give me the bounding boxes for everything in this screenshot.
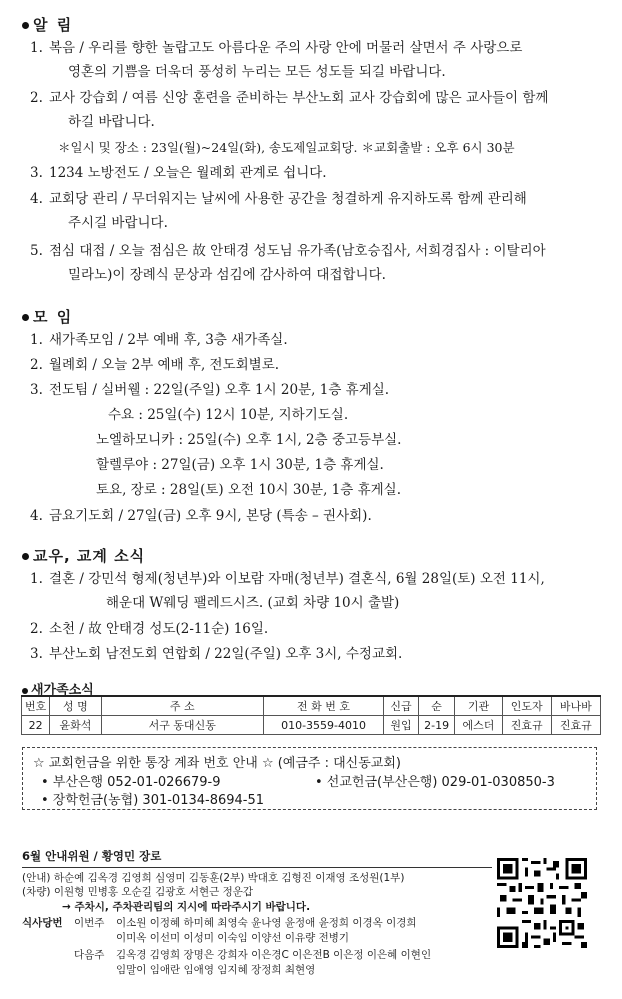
- divider: [22, 867, 492, 868]
- meal-next-week-names: 김옥경 김영희 장명은 강희자 이은경C 이은전B 이은정 이은혜 이현인: [116, 949, 432, 961]
- item-text: 점심 대접 / 오늘 점심은 故 안태경 성도님 유가족(남호승집사, 서희경집사 : 이탈리아: [49, 243, 546, 259]
- new-family-title: 새가족소식: [22, 679, 94, 698]
- bullet-icon: [22, 22, 29, 29]
- table-cell: 22: [22, 716, 50, 735]
- column-header: 성 명: [50, 696, 101, 716]
- table-row: [22, 716, 601, 735]
- table-cell: 서구 동대신동: [101, 716, 263, 735]
- meal-next-week-names: 임말이 임애란 임애영 임지혜 장정희 최현영: [116, 964, 316, 976]
- item-text: 노엘하모니카 : 25일(수) 오후 1시, 2층 중고등부실.: [96, 432, 402, 448]
- column-header: 순: [418, 696, 455, 716]
- bank-account-mission: • 선교헌금(부산은행) 029-01-030850-3: [315, 775, 555, 790]
- announcements-title: 알 림: [22, 14, 73, 35]
- news-title: 교우, 교계 소식: [22, 545, 145, 566]
- table-cell: 윤화석: [50, 716, 101, 735]
- column-header: 번호: [22, 696, 50, 716]
- column-header: 인도자: [502, 696, 551, 716]
- table-header-row: [22, 696, 601, 716]
- meetings-title: 모 임: [22, 306, 73, 327]
- item-number: 4.: [30, 191, 43, 207]
- item-text: 영혼의 기쁨을 더욱더 풍성히 누리는 모든 성도들 되길 바랍니다.: [68, 64, 446, 80]
- item-text: 하길 바랍니다.: [68, 114, 155, 130]
- item-number: 5.: [30, 243, 43, 259]
- parking-note: → 주차시, 주차관리팀의 지시에 따라주시기 바랍니다.: [62, 901, 311, 913]
- qr-code-icon[interactable]: [497, 858, 587, 948]
- item-text: 교회당 관리 / 무더워지는 날씨에 사용한 공간을 청결하게 유지하도록 함께 관리해: [49, 191, 527, 207]
- item-number: 1.: [30, 571, 43, 587]
- item-number: 2.: [30, 357, 43, 373]
- bank-account-busan: • 부산은행 052-01-026679-9: [41, 775, 221, 790]
- item-number: 2.: [30, 621, 43, 637]
- item-text: 수요 : 25일(수) 12시 10분, 지하기도실.: [108, 407, 349, 423]
- item-number: 3.: [30, 165, 43, 181]
- item-number: 3.: [30, 382, 43, 398]
- item-number: 4.: [30, 508, 43, 524]
- item-text: 해운대 W웨딩 팰레드시즈. (교회 차량 10시 출발): [106, 595, 400, 611]
- column-header: 신급: [384, 696, 419, 716]
- column-header: 주 소: [101, 696, 263, 716]
- column-header: 바나바: [551, 696, 600, 716]
- item-text: 할렐루야 : 27일(금) 오후 1시 30분, 1층 휴게실.: [96, 457, 384, 473]
- item-text: 전도팀 / 실버웰 : 22일(주일) 오후 1시 20분, 1층 휴게실.: [49, 382, 390, 398]
- meal-this-week-names: 이소원 이정혜 하미혜 최영숙 윤나영 윤정애 윤정희 이경옥 이경희: [116, 917, 417, 929]
- column-header: 기관: [455, 696, 502, 716]
- item-text: 결혼 / 강민석 형제(청년부)와 이보람 자매(청년부) 결혼식, 6월 28일(토) 오전 11시,: [49, 571, 545, 587]
- bullet-icon: [22, 553, 29, 560]
- table-cell: 진효규: [551, 716, 600, 735]
- usher-guide-line: (안내) 하순예 김옥경 김영희 심영미 김동훈(2부) 박대호 김형진 이재영 조성원(1부): [22, 872, 405, 884]
- bank-box-title: ☆ 교회헌금을 위한 통장 계좌 번호 안내 ☆ (예금주 : 대신동교회): [33, 756, 401, 771]
- item-text: 주시길 바랍니다.: [68, 215, 168, 231]
- bank-account-box: [22, 747, 597, 810]
- meal-this-week-label: 이번주: [74, 917, 105, 929]
- bullet-icon: [22, 688, 28, 694]
- item-number: 1.: [30, 40, 43, 56]
- usher-parking-line: (차량) 이원형 민병홍 오순길 김광호 서현근 정운갑: [22, 886, 254, 898]
- meal-duty-label: 식사당번: [22, 917, 63, 929]
- item-text: 소천 / 故 안태경 성도(2-11순) 16일.: [49, 621, 269, 637]
- table-cell: 진효규: [502, 716, 551, 735]
- item-text: 월례회 / 오늘 2부 예배 후, 전도회별로.: [49, 357, 280, 373]
- item-text: 교사 강습회 / 여름 신앙 훈련을 준비하는 부산노회 교사 강습회에 많은 교사들이 함께: [49, 90, 549, 106]
- item-text: 밀라노)이 장례식 문상과 섬김에 감사하여 대접합니다.: [68, 267, 386, 283]
- new-family-table: [21, 695, 601, 735]
- item-text: 복음 / 우리를 향한 놀랍고도 아름다운 주의 사랑 안에 머물러 살면서 주 사랑으로: [49, 40, 523, 56]
- column-header: 전 화 번 호: [263, 696, 383, 716]
- item-text: 토요, 장로 : 28일(토) 오전 10시 30분, 1층 휴게실.: [96, 482, 401, 498]
- item-number: 2.: [30, 90, 43, 106]
- item-text: 금요기도회 / 27일(금) 오후 9시, 본당 (특송 – 권사회).: [49, 508, 372, 524]
- bullet-icon: [22, 314, 29, 321]
- item-text: 부산노회 남전도회 연합회 / 22일(주일) 오후 3시, 수정교회.: [49, 646, 403, 662]
- item-text: 새가족모임 / 2부 예배 후, 3층 새가족실.: [49, 332, 288, 348]
- meal-next-week-label: 다음주: [74, 949, 105, 961]
- item-number: 3.: [30, 646, 43, 662]
- table-cell: 원입: [384, 716, 419, 735]
- item-note: ＊일시 및 장소 : 23일(월)~24일(화), 송도제일교회당. ＊교회출발 : 오후 6시 30분: [58, 140, 515, 155]
- meal-this-week-names: 이미옥 이선미 이성미 이숙임 이양선 이유량 전병기: [116, 932, 350, 944]
- table-cell: 010-3559-4010: [263, 716, 383, 735]
- item-number: 1.: [30, 332, 43, 348]
- bank-account-scholarship: • 장학헌금(농협) 301-0134-8694-51: [41, 793, 265, 808]
- table-cell: 2-19: [418, 716, 455, 735]
- item-text: 1234 노방전도 / 오늘은 월례회 관계로 쉽니다.: [49, 165, 327, 181]
- ushers-title: 6월 안내위원 / 황영민 장로: [22, 849, 162, 863]
- table-cell: 에스더: [455, 716, 502, 735]
